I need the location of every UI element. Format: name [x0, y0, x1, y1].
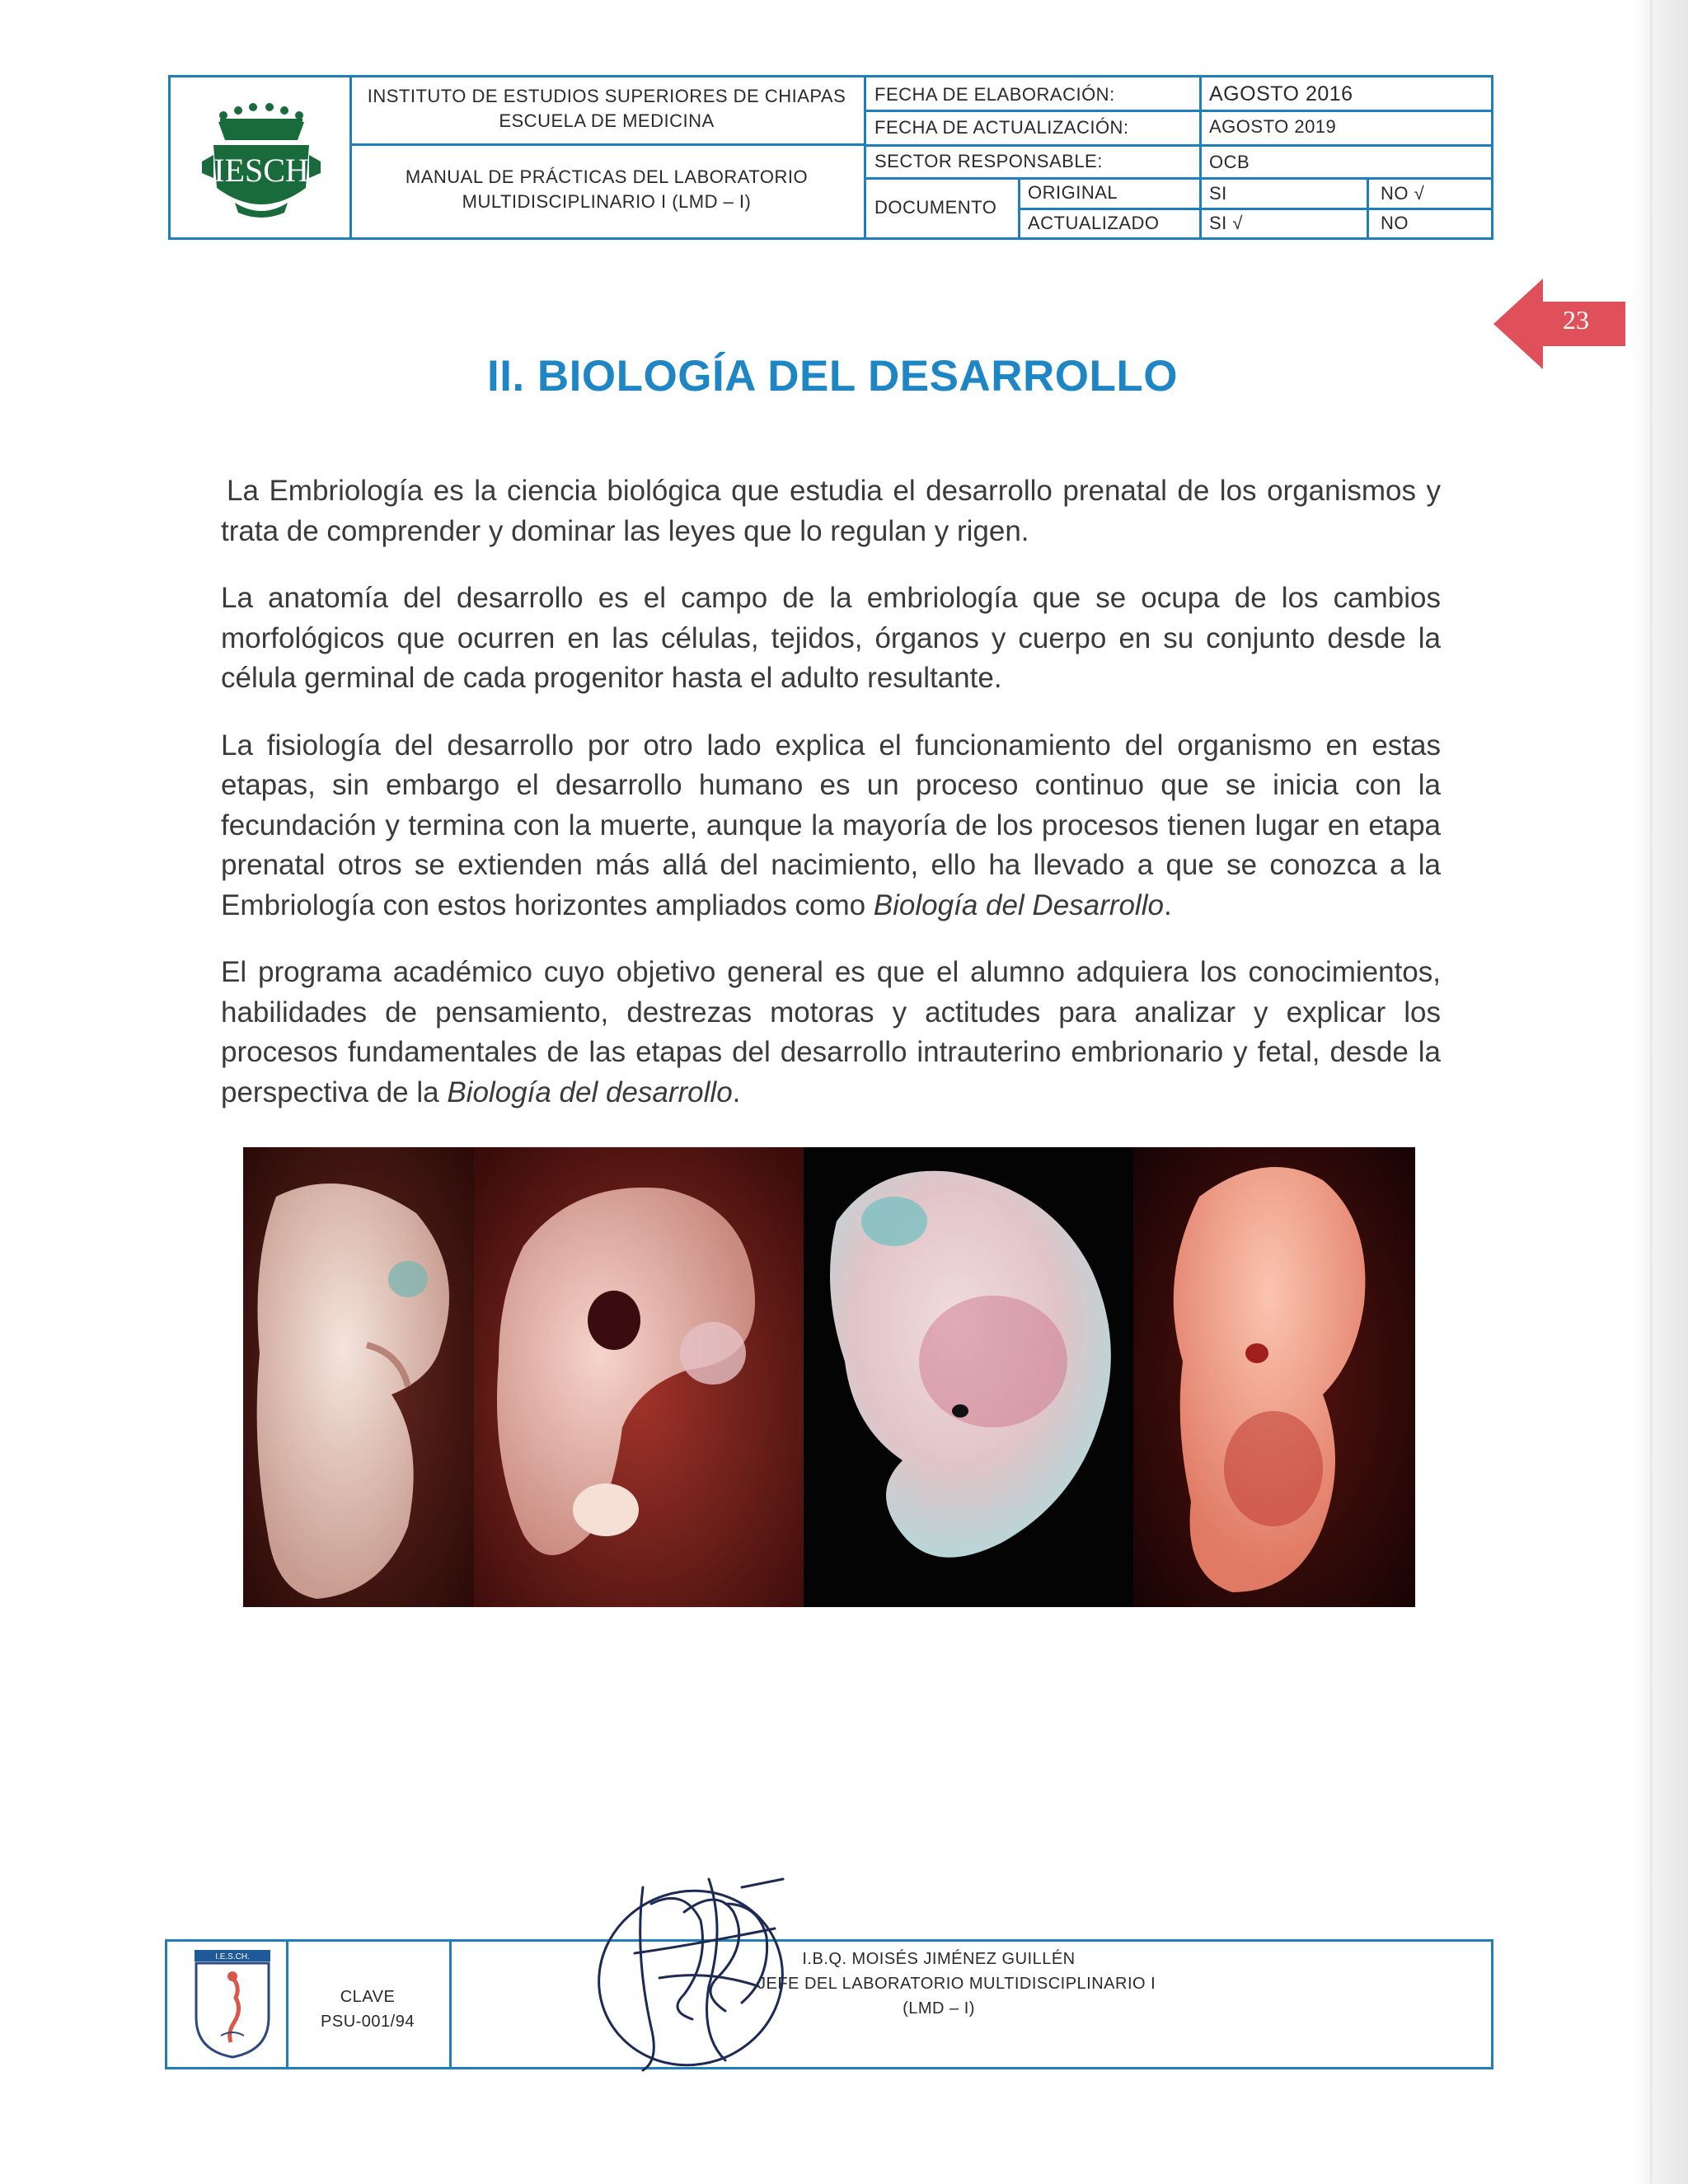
body-text [221, 471, 1441, 1140]
signer-name: I.B.Q. MOISÉS JIMÉNEZ GUILLÉN [802, 1950, 1076, 1968]
paragraph-fisiologia: La fisiología del desarrollo por otro lado explica el funcionamiento del organismo en estas etapas, sin embargo el desarrollo humano es un proceso continuo que se inicia con la fecundación y termina con la muerte, aunque la mayoría de los procesos tienen lugar en etapa prenatal otros se extienden más allá del nacimiento, ello ha llevado a que se conozca a la Embriología con estos horizontes ampliados como Biología del Desarrollo. [221, 729, 1441, 921]
embryo-photo-1 [243, 1147, 474, 1607]
actualizado-label: ACTUALIZADO [1028, 213, 1160, 233]
paragraph-embriologia: La Embriología es la ciencia biológica que estudia el desarrollo prenatal de los organismos y trata de comprender y dominar las leyes que lo regulan y rigen. [221, 475, 1441, 547]
clave-label: CLAVE [340, 1988, 396, 2006]
svg-text:IESCH: IESCH [213, 152, 309, 189]
embryo-photo-4 [1133, 1147, 1415, 1607]
manual-title-line1: MANUAL DE PRÁCTICAS DEL LABORATORIO [405, 166, 809, 187]
document-footer-table [165, 1939, 1493, 2069]
handwritten-signature [585, 1854, 799, 2077]
original-si: SI [1209, 183, 1227, 204]
school-name: ESCUELA DE MEDICINA [499, 110, 715, 131]
svg-text:I.E.S.CH.: I.E.S.CH. [215, 1952, 250, 1961]
actualizado-no: NO [1381, 213, 1409, 233]
embryo-photo-3 [804, 1147, 1133, 1607]
original-label: ORIGINAL [1028, 182, 1118, 203]
fecha-actualizacion-label: FECHA DE ACTUALIZACIÓN: [874, 117, 1129, 138]
fecha-elaboracion-label: FECHA DE ELABORACIÓN: [874, 84, 1115, 105]
scanned-page-edge [1630, 0, 1688, 2184]
page-number: 23 [1563, 305, 1589, 335]
embryo-photo-strip [243, 1147, 1415, 1607]
document-header-table [168, 75, 1493, 240]
manual-title-line2: MULTIDISCIPLINARIO I (LMD – I) [462, 191, 752, 212]
original-no: NO √ [1381, 183, 1425, 204]
iesch-logo [195, 97, 327, 221]
section-title: II. BIOLOGÍA DEL DESARROLLO [487, 352, 1178, 401]
fecha-actualizacion-value: AGOSTO 2019 [1209, 116, 1337, 137]
paragraph-anatomia: La anatomía del desarrollo es el campo de la embriología que se ocupa de los cambios morfológicos que ocurren en las células, tejidos, órganos y cuerpo en su conjunto desde la célula germinal de cada progenitor hasta el adulto resultante. [221, 582, 1441, 694]
iesch-emblem [188, 1947, 277, 2060]
clave-value: PSU-001/94 [321, 2013, 415, 2031]
embryo-photo-2 [474, 1147, 804, 1607]
sector-label: SECTOR RESPONSABLE: [874, 151, 1103, 171]
signer-role: JEFE DEL LABORATORIO MULTIDISCIPLINARIO I [757, 1975, 1156, 1993]
paragraph-programa: El programa académico cuyo objetivo general es que el alumno adquiera los conocimientos, habilidades de pensamiento, destrezas motoras y actitudes para analizar y explicar los procesos fundamentales de las etapas del desarrollo intrauterino embrionario y fetal, desde la perspectiva de la Biología del desarrollo. [221, 956, 1441, 1108]
documento-label: DOCUMENTO [874, 197, 997, 218]
actualizado-si: SI √ [1209, 213, 1243, 233]
institute-name: INSTITUTO DE ESTUDIOS SUPERIORES DE CHIAPAS [367, 86, 846, 106]
sector-value: OCB [1209, 152, 1250, 172]
fecha-elaboracion-value: AGOSTO 2016 [1209, 82, 1353, 105]
signer-unit: (LMD – I) [903, 1999, 975, 2018]
